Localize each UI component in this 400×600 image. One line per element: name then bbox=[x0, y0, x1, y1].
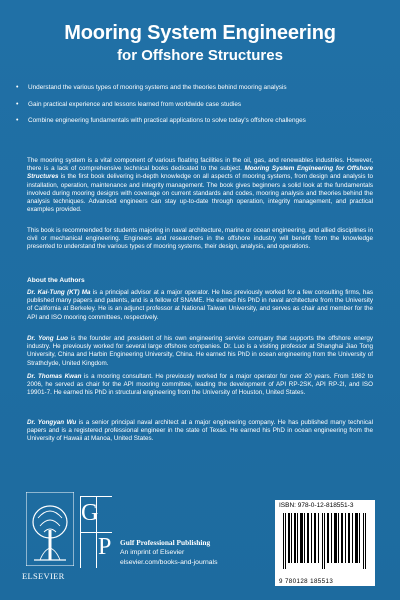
publisher-name: Gulf Professional Publishing bbox=[120, 538, 211, 547]
key-points-list bbox=[16, 84, 388, 134]
author-bio: Dr. Thomas Kwan is a mooring consultant. He previously worked for a major operator for over 20 years. From 1982 to 2006, he served as chair for the API mooring committee, leading the development of API RP-2SK, API RP-2I, and ISO 19901-7. He earned his PhD in structural engineering from the University of Houston, United States. bbox=[27, 373, 373, 397]
author-name: Dr. Yong Luo bbox=[27, 335, 68, 342]
key-point: • Understand the various types of mooring systems and the theories behind mooring analysis bbox=[16, 84, 388, 92]
book-title-emphasis: Mooring System Engineering for Offshore Structures bbox=[27, 165, 373, 181]
author-bio: Dr. Yong Luo is the founder and president of his own engineering service company that supports the offshore energy industry. He previously worked for several large offshore companies. Dr. Luo is a visiting professor at Shanghai Jiao Tong University, China and Harbin Engineering University, China. He earned his PhD in ocean engineering from the University of Strathclyde, United Kingdom. bbox=[27, 335, 373, 367]
elsevier-tree-logo bbox=[26, 492, 74, 571]
publisher-info bbox=[120, 538, 217, 568]
gulf-professional-publishing-logo: G P bbox=[80, 496, 112, 586]
key-point: • Combine engineering fundamentals with practical applications to solve today's offshore challenges bbox=[16, 117, 388, 125]
barcode-digits: 9 780128 185513 bbox=[279, 578, 334, 585]
book-title: Mooring System Engineering bbox=[64, 22, 336, 44]
key-point: • Gain practical experience and lessons learned from worldwide case studies bbox=[16, 101, 388, 109]
isbn-text: ISBN: 978-0-12-818551-3 bbox=[279, 502, 354, 509]
about-authors-heading: About the Authors bbox=[27, 277, 85, 284]
elsevier-wordmark: ELSEVIER bbox=[22, 571, 65, 581]
publisher-url: elsevier.com/books-and-journals bbox=[120, 559, 218, 566]
description-paragraph-2: This book is recommended for students majoring in naval architecture, marine or ocean engineering, and allied disciplines in civil or mechanical engineering. Engineers and researchers in the offshore industry will benefit from the knowledge presented to understand the various types of mooring systems, their design, analysis, and operations. bbox=[27, 227, 373, 251]
description-paragraph-1: The mooring system is a vital component of various floating facilities in the oil, gas, and renewables industries. However, there is a lack of comprehensive technical books dedicated to the subject. Mooring System Engineering for Offshore Structures is the first book delivering in-depth knowledge on all aspects of mooring systems, from design and analysis to installation, operation, maintenance and integrity management. The book gives beginners a solid look at the fundamentals involved during mooring designs with coverage on current standards and codes, mooring analysis and theories behind the analysis techniques. Advanced engineers can stay up-to-date through operation, integrity management, and practical examples provided. bbox=[27, 157, 373, 214]
author-name: Dr. Thomas Kwan bbox=[27, 373, 82, 380]
author-name: Dr. Kai-Tung (KT) Ma bbox=[27, 289, 91, 296]
publisher-imprint: An imprint of Elsevier bbox=[120, 549, 185, 556]
barcode-bars bbox=[281, 513, 369, 575]
book-subtitle: for Offshore Structures bbox=[117, 47, 283, 64]
author-name: Dr. Yongyan Wu bbox=[27, 419, 77, 426]
author-bio: Dr. Kai-Tung (KT) Ma is a principal advisor at a major operator. He has previously worked for a few consulting firms, has published many papers and patents, and is a fellow of SNAME. He earned his PhD in naval architecture from the University of California at Berkeley. He is an adjunct professor at National Taiwan University, and serves as chair and member for the API and ISO mooring committees, respectively. bbox=[27, 289, 373, 321]
isbn-barcode bbox=[275, 500, 375, 586]
author-bio: Dr. Yongyan Wu is a senior principal naval architect at a major engineering company. He has published many technical papers and is a registered professional engineer in the state of Texas. He earned his PhD in ocean engineering from the University of Hawaii at Manoa, United States. bbox=[27, 419, 373, 443]
